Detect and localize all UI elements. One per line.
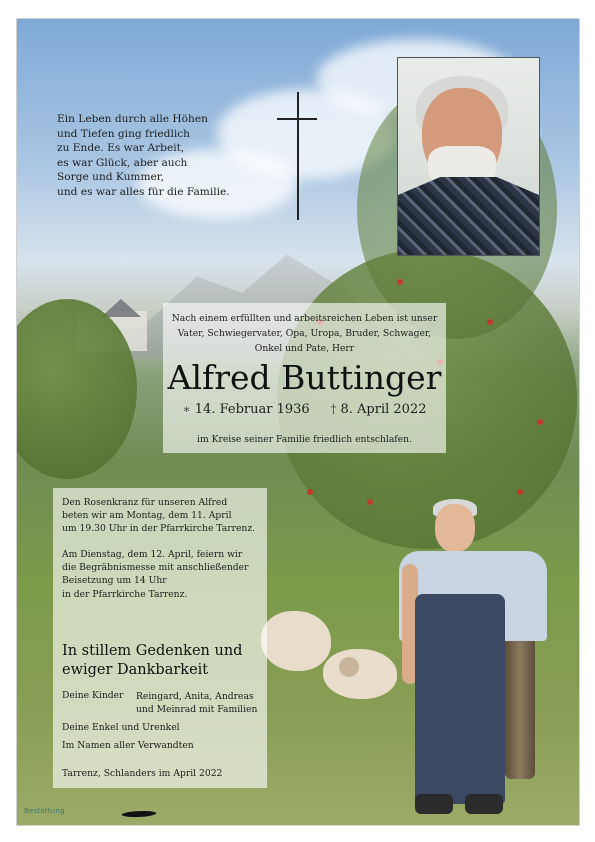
portrait-shirt	[398, 168, 539, 256]
poem-line: es war Glück, aber auch	[57, 156, 188, 169]
poem-line: und Tiefen ging friedlich	[57, 127, 190, 140]
heading-line: In stillem Gedenken und	[62, 643, 243, 659]
intro-line: Nach einem erfüllten und arbeitsreichen Leben ist unser	[171, 313, 438, 324]
cross-icon-bar	[277, 118, 317, 120]
poem-line: Ein Leben durch alle Höhen	[57, 113, 208, 125]
children-line: Reingard, Anita, Andreas	[136, 691, 254, 702]
mass-line: Am Dienstag, dem 12. April, feiern wir	[62, 549, 243, 560]
poem	[57, 112, 230, 200]
rosary-text	[62, 496, 255, 536]
man-head	[435, 504, 475, 552]
poem-line: Sorge und Kummer,	[57, 171, 165, 184]
man-overalls	[415, 594, 505, 804]
man-boot	[415, 794, 453, 814]
intro-line: Onkel und Pate, Herr	[254, 343, 355, 355]
children-names	[136, 690, 257, 716]
announcement-closing: im Kreise seiner Familie friedlich entschlafen.	[197, 434, 412, 445]
birth-star-icon: ∗	[182, 402, 191, 416]
portrait-photo	[397, 57, 540, 256]
mass-line: in der Pfarrkirche Tarrenz.	[62, 588, 188, 600]
rosary-line: um 19.30 Uhr in der Pfarrkirche Tarrenz.	[62, 523, 256, 535]
heading-line: ewiger Dankbarkeit	[62, 662, 209, 678]
rosary-line: beten wir am Montag, dem 11. April	[62, 510, 232, 522]
apple	[517, 489, 523, 495]
life-dates	[163, 402, 446, 417]
remembrance-heading	[62, 642, 242, 680]
mass-text	[62, 548, 248, 601]
mass-line: Beisetzung um 14 Uhr	[62, 575, 167, 587]
children-label: Deine Kinder	[62, 690, 124, 701]
poem-line: zu Ende. Es war Arbeit,	[57, 142, 185, 155]
apple	[487, 319, 493, 325]
apple	[397, 279, 403, 285]
rosary-line: Den Rosenkranz für unseren Alfred	[62, 497, 228, 508]
funeral-home-logo: Bestattung	[24, 807, 65, 815]
birth-date: 14. Februar 1936	[194, 402, 310, 417]
announcement-intro	[163, 311, 446, 357]
grandchildren: Deine Enkel und Urenkel	[62, 722, 180, 733]
deceased-name: Alfred Buttinger	[167, 358, 442, 397]
children-line: und Meinrad mit Familien	[136, 704, 258, 715]
poem-line: und es war alles für die Familie.	[57, 185, 230, 198]
sheep	[323, 649, 397, 699]
apple	[537, 419, 543, 425]
relatives: Im Namen aller Verwandten	[62, 740, 194, 751]
place-date: Tarrenz, Schlanders im April 2022	[62, 768, 223, 779]
apple	[367, 499, 373, 505]
intro-line: Vater, Schwiegervater, Opa, Uropa, Bruder, Schwager,	[177, 328, 432, 340]
man-boot	[465, 794, 503, 814]
cross-icon	[297, 92, 299, 220]
apple	[307, 489, 313, 495]
death-date: 8. April 2022	[340, 402, 427, 417]
sheep-head	[339, 657, 359, 677]
death-cross-icon: †	[330, 402, 337, 416]
sheep	[261, 611, 331, 671]
mass-line: die Begräbnismesse mit anschließender	[62, 562, 249, 574]
